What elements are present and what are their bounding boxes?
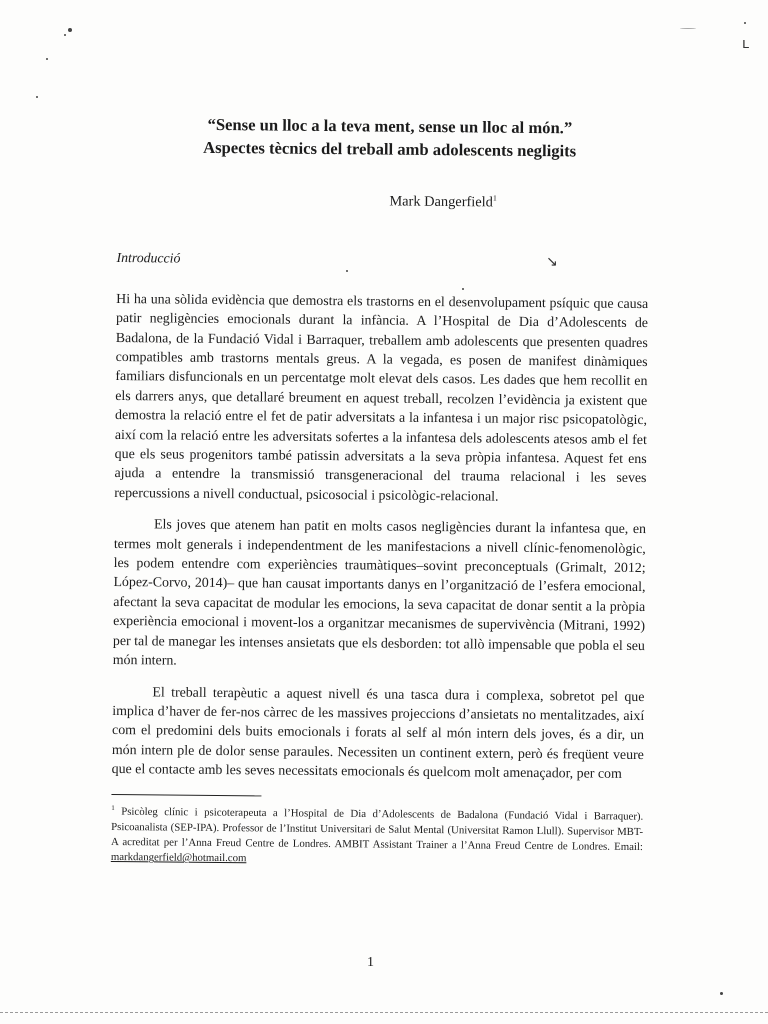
scan-speck <box>64 34 66 36</box>
scan-speck <box>68 28 72 32</box>
scan-edge-line <box>0 1012 768 1013</box>
scan-speck <box>680 28 696 29</box>
document-title <box>118 112 650 163</box>
footnote-divider <box>111 794 261 796</box>
page-number: 1 <box>367 955 374 970</box>
title-line-1: “Sense un lloc a la teva ment, sense un lloc al món.” <box>207 114 573 138</box>
author-line <box>117 190 649 213</box>
pen-mark: ʟ <box>742 36 750 52</box>
scan-speck <box>36 96 38 98</box>
scan-speck <box>744 22 746 24</box>
footnote-mark: 1 <box>111 803 115 812</box>
title-line-2: Aspectes tècnics del treball amb adolescents negligits <box>203 137 577 161</box>
scan-speck <box>46 58 48 60</box>
paragraph-1: Hi ha una sòlida evidència que demostra els trastorns en el desenvolupament psíquic que causa patir negligències emocionals durant la infància. A l’Hospital de Dia d’Adolescents de Badalona, de la Fundació Vidal i Barraquer, treballem amb adolescents que presenten quadres compatibles amb trastorns mentals greus. A la vegada, es posen de manifest dinàmiques familiars disfuncionals en un percentatge molt elevat dels casos. Les dades que hem recollit en els darrers anys, que detallaré breument en aquest treball, recolzen l’evidència ja existent que demostra la relació entre el fet de patir adversitats a la infantesa i un major risc psicopatològic, així com la relació entre les adversitats sofertes a la infantesa dels adolescents atesos amb el fet que els seus progenitors també patissin adversitats a la seva pròpia infantesa. Aquest fet ens ajuda a entendre la transmissió transgeneracional del trauma relacional i les seves repercussions a nivell conductual, psicosocial i psicològic-relacional. <box>114 291 649 505</box>
footnote-text: Psicòleg clínic i psicoterapeuta a l’Hospital de Dia d’Adolescents de Badalona (Fundació Vidal i Barraquer). Psicoanalista (SEP-IPA). Professor de l’Institut Universitari de Salut Mental (Universitat Ramon Llull). Supervisor MBT-A acreditat per l’Anna Freud Centre de Londres. AMBIT Assistant Trainer a l’Anna Freud Centre de Londres. Email: <box>110 805 644 854</box>
paragraph-2: Els joves que atenem han patit en molts casos negligències durant la infantesa que, en termes molt generals i independentment de les manifestacions a nivell clínic-fenomenològic, les podem entendre com experiències traumàtiques–sovint preconceptuals (Grimalt, 2012; López-Corvo, 2014)– que han causat importants danys en l’organització de l’esfera emocional, afectant la seva capacitat de modular les emocions, la seva capacitat de donar sentit a la pròpia experiència emocional i movent-los a organitzar mecanismes de supervivència (Mitrani, 1992) per tal de manegar les intenses ansietats que els desborden: tot allò impensable que pobla el seu món intern. <box>112 517 647 669</box>
footnote <box>111 801 644 871</box>
author-footnote-mark: 1 <box>492 193 497 203</box>
author-name: Mark Dangerfield <box>389 193 493 211</box>
paragraph-3: El treball terapèutic a aquest nivell és una tasca dura i complexa, sobretot pel que implica d’haver de fer-nos càrrec de les massives projeccions d’ansietats no mentalitzades, així com el predomini dels buits emocionals i forats al self al món intern dels joves, és a dir, un món intern ple de dolor sense paraules. Necessiten un continent extern, però és freqüent veure que el contacte amb les seves necessitats emocionals és quelcom molt amenaçador, per com <box>111 684 645 783</box>
page-content <box>111 112 650 871</box>
section-heading: Introducció <box>116 249 181 266</box>
pen-mark: ↘ <box>546 254 558 270</box>
footnote-email-link[interactable]: markdangerfield@hotmail.com <box>110 851 247 865</box>
scan-speck <box>720 992 723 995</box>
